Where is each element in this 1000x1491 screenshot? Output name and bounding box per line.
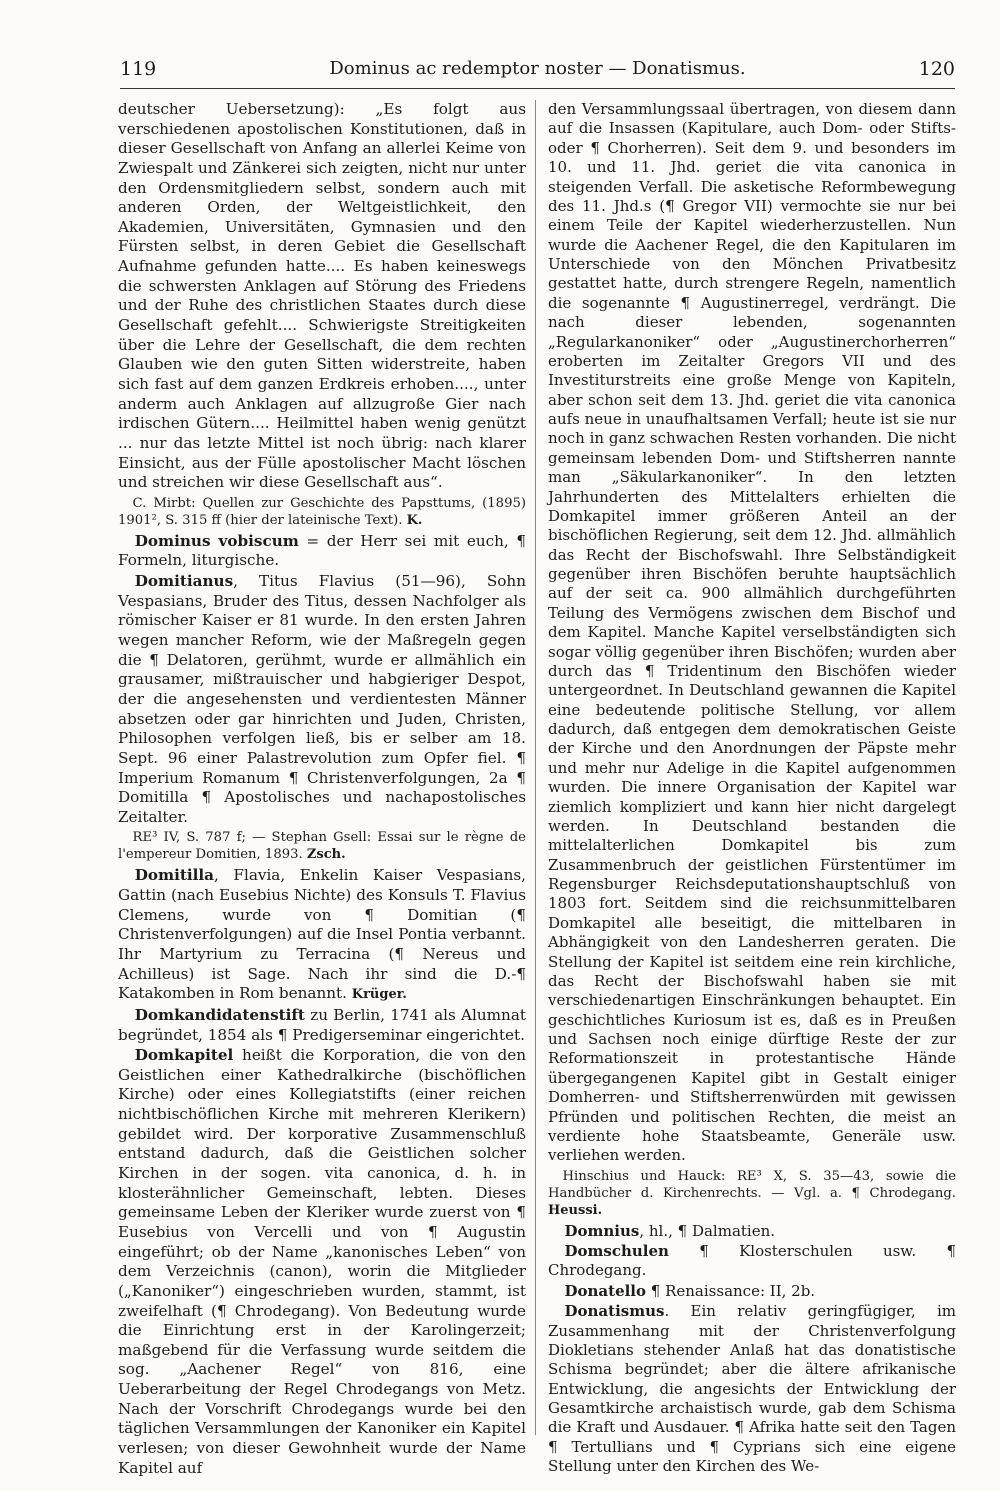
entry-lemma: Domitianus xyxy=(134,572,234,591)
entry-text: , Flavia, Enkelin Kaiser Vespasians, Gattin (nach Eusebius Nichte) des Konsuls T. Flavius Clemens, wurde von ¶ Domitian (¶ Christenverfolgungen) auf die Insel Pontia verbannt. Ihr Martyrium zu Terracina (¶ Nereus und Achilleus) ist Sage. Nach ihr sind die D.-¶ Katakomben in Rom benannt. xyxy=(118,866,526,1003)
entry-text: , Titus Flavius (51—96), Sohn Vespasians, Bruder des Titus, dessen Nachfolger als römischer Kaiser er 81 wurde. In den ersten Jahren wegen mancher Reform, wie der Maßregeln gegen die ¶ Delatoren, gerühmt, wurde er allmählich ein grausamer, mißtrauischer und habgieriger Despot, der die angesehensten und verdientesten Männer absetzen oder gar hinrichten und Juden, Christen, Philosophen verfolgen ließ, bis er selber am 18. Sept. 96 einer Palastrevolution zum Opfer fiel. ¶ Imperium Romanum ¶ Christenverfolgungen, 2a ¶ Domitilla ¶ Apostolisches und nachapostolisches Zeitalter. xyxy=(118,572,526,826)
author-name: Zsch. xyxy=(306,847,346,863)
entry-dominus-vobiscum xyxy=(118,532,526,571)
page-header xyxy=(120,58,955,86)
right-column xyxy=(548,100,956,1477)
entry-donatello xyxy=(548,1282,956,1301)
entry-lemma: Donatello xyxy=(564,1281,647,1300)
entry-domkandidatenstift xyxy=(118,1006,526,1045)
entry-domitianus xyxy=(118,572,526,827)
entry-text: . Ein relativ geringfügiger, im Zusammenhang mit der Christenverfolgung Diokletians stehender Anlaß hat das donatistische Schisma begründet; aber die ältere afrikanische Entwicklung, die angesichts der Entwicklung der Gesamtkirche archaistisch wurde, gab dem Schisma die Kraft und Ausdauer. ¶ Afrika hatte seit den Tagen ¶ Tertullians und ¶ Cyprians sich eine eigene Stellung unter den Kirchen des We- xyxy=(548,1302,956,1476)
reference-note xyxy=(118,829,526,863)
entry-lemma: Donatismus xyxy=(564,1302,665,1321)
reference-text: Hinschius und Hauck: RE³ X, S. 35—43, sowie die Handbücher d. Kirchenrechts. — Vgl. a. ¶ Chrodegang. xyxy=(548,1168,956,1201)
reference-note xyxy=(548,1168,956,1219)
entry-text: ¶ Klosterschulen usw. ¶ Chrodegang. xyxy=(548,1242,956,1280)
author-name: Heussi. xyxy=(548,1202,603,1218)
reference-note xyxy=(118,495,526,529)
left-column xyxy=(118,100,526,1478)
author-initial: K. xyxy=(406,512,423,528)
entry-domitilla xyxy=(118,866,526,1004)
entry-text: heißt die Korporation, die von den Geistlichen einer Kathedralkirche (bischöflichen Kirche) oder eines Kollegiatstifts (einer reichen nichtbischöflichen Kirche mit mehreren Klerikern) gebildet wird. Der korporative Zusammenschluß entstand dadurch, daß die Geistlichen solcher Kirchen in der sogen. vita canonica, d. h. in klosterähnlicher Gemeinschaft, lebten. Dieses gemeinsame Leben der Kleriker wurde zuerst von ¶ Eusebius von Vercelli und von ¶ Augustin eingeführt; ob der Name „kanonisches Leben“ von dem Verzeichnis (canon), worin die Mitglieder („Kanoniker“) eingeschrieben wurden, stammt, ist zweifelhaft (¶ Chrodegang). Von Bedeutung wurde die Einrichtung erst in der Karolingerzeit; maßgebend für die Verfassung wurde seitdem die sog. „Aachener Regel“ von 816, eine Ueberarbeitung der Regel Chrodegangs von Metz. Nach der Vorschrift Chrodegangs wurde bei den täglichen Versammlungen der Kanoniker ein Kapitel verlesen; von dieser Gewohnheit wurde der Name Kapitel auf xyxy=(118,1046,526,1477)
column-divider xyxy=(535,100,536,1435)
entry-domschulen xyxy=(548,1242,956,1281)
page-number-left: 119 xyxy=(120,58,157,80)
entry-lemma: Domkandidatenstift xyxy=(134,1005,305,1024)
entry-text: zu Berlin, 1741 als Alumnat begründet, 1854 als ¶ Predigerseminar eingerichtet. xyxy=(118,1005,526,1044)
page-number-right: 120 xyxy=(918,58,955,80)
entry-domnius xyxy=(548,1222,956,1241)
continued-paragraph: den Versammlungssaal übertragen, von diesem dann auf die Insassen (Kapitulare, auch Dom- oder Stifts- oder ¶ Chorherren). Seit dem 9. und besonders im 10. und 11. Jhd. geriet die vita canonica in steigenden Verfall. Die asketische Reformbewegung des 11. Jhd.s (¶ Gregor VII) vermochte sie nur bei einem Teile der Kapitel wiederherzustellen. Nun wurde die Aachener Regel, die den Kapitularen im Unterschiede von den Mönchen Privatbesitz gestattet hatte, durch strengere Regeln, namentlich die sogenannte ¶ Augustinerregel, verdrängt. Die nach dieser lebenden, sogenannten „Regularkanoniker“ oder „Augustinerchorherren“ eroberten im Zeitalter Gregors VII und des Investiturstreits eine große Menge von Kapiteln, aber schon seit dem 13. Jhd. geriet die vita canonica aufs neue in unaufhaltsamen Verfall; heute ist sie nur noch in ganz schwachen Resten vorhanden. Die nicht gemeinsam lebenden Dom- und Stiftsherren nannte man „Säkularkanoniker“. In den letzten Jahrhunderten des Mittelalters erhielten die Domkapitel immer größeren Anteil an der bischöflichen Regierung, seit dem 12. Jhd. allmählich das Recht der Bischofswahl. Ihre Selbständigkeit gegenüber ihren Bischöfen beruhte hauptsächlich auf der seit ca. 900 allmählich durchgeführten Teilung des Vermögens zwischen dem Bischof und dem Kapitel. Manche Kapitel verselbständigten sich sogar völlig gegenüber ihren Bischöfen; wurden aber durch das ¶ Tridentinum den Bischöfen wieder untergeordnet. In Deutschland gewannen die Kapitel eine bedeutende politische Stellung, vor allem dadurch, daß entgegen dem demokratischen Geiste der Kirche und den Anordnungen der Päpste mehr und mehr nur Adelige in die Kapitel aufgenommen wurden. Die innere Organisation der Kapitel war ziemlich kompliziert und kann hier nicht dargelegt werden. In Deutschland bestanden die mittelalterlichen Domkapitel bis zum Zusammenbruch der geistlichen Fürstentümer im Regensburger Reichsdeputationshauptschluß von 1803 fort. Seitdem sind die reichsunmittelbaren Domkapitel alle beseitigt, die mittelbaren in Abhängigkeit von den Landesherren geraten. Die Stellung der Kapitel ist seitdem eine rein kirchliche, das Recht der Bischofswahl haben sie mit verschiedenartigen Einschränkungen behauptet. Ein geschichtliches Kuriosum ist es, daß es in Preußen und Sachsen noch einige dürftige Reste der zur Reformationszeit in protestantische Hände übergegangenen Kapitel gibt in Gestalt einiger Domherren- und Stiftsherrenwürden mit gewissen Pfründen und politischen Rechten, die meist an verdiente hohe Staatsbeamte, Generäle usw. verliehen werden. xyxy=(548,100,956,1165)
header-rule xyxy=(120,88,955,89)
entry-text: = der Herr sei mit euch, ¶ Formeln, liturgische. xyxy=(118,531,526,570)
entry-domkapitel xyxy=(118,1046,526,1478)
entry-donatismus xyxy=(548,1302,956,1476)
entry-lemma: Domkapitel xyxy=(134,1046,234,1065)
reference-text: RE³ IV, S. 787 f; — Stephan Gsell: Essai sur le règne de l'empereur Domitien, 1893. xyxy=(118,830,526,863)
running-title: Dominus ac redemptor noster — Donatismus. xyxy=(329,58,746,79)
entry-lemma: Domitilla xyxy=(134,866,215,885)
entry-lemma: Domnius xyxy=(564,1221,640,1240)
continued-paragraph: deutscher Uebersetzung): „Es folgt aus verschiedenen apostolischen Konstitutionen, daß in dieser Gesellschaft von Anfang an allerlei Keime von Zwiespalt und Zänkerei sich zeigten, nicht nur unter den Ordensmitgliedern selbst, sondern auch mit anderen Orden, der Weltgeistlichkeit, den Akademien, Universitäten, Gymnasien und den Fürsten selbst, in deren Gebiet die Gesellschaft Aufnahme gefunden hatte.... Es haben keineswegs die schwersten Anklagen auf Störung des Friedens und der Ruhe des christlichen Staates durch diese Gesellschaft gefehlt.... Schwierigste Streitigkeiten über die Lehre der Gesellschaft, die dem rechten Glauben wie den guten Sitten widerstreite, haben sich fast auf dem ganzen Erdkreis erhoben...., unter anderm auch Anklagen auf allzugroße Gier nach irdischen Gütern.... Heilmittel haben wenig genützt ... nur das letzte Mittel ist noch übrig: nach klarer Einsicht, aus der Fülle apostolischer Macht löschen und streichen wir diese Gesellschaft aus“. xyxy=(118,100,526,492)
entry-text: , hl., ¶ Dalmatien. xyxy=(639,1221,776,1240)
entry-text: ¶ Renaissance: II, 2b. xyxy=(646,1281,816,1300)
author-name: Krüger. xyxy=(351,987,407,1003)
entry-lemma: Dominus vobiscum xyxy=(134,531,299,550)
entry-lemma: Domschulen xyxy=(564,1242,669,1260)
reference-text: C. Mirbt: Quellen zur Geschichte des Papsttums, (1895) 1901², S. 315 ff (hier der lateinische Text). xyxy=(118,495,526,528)
